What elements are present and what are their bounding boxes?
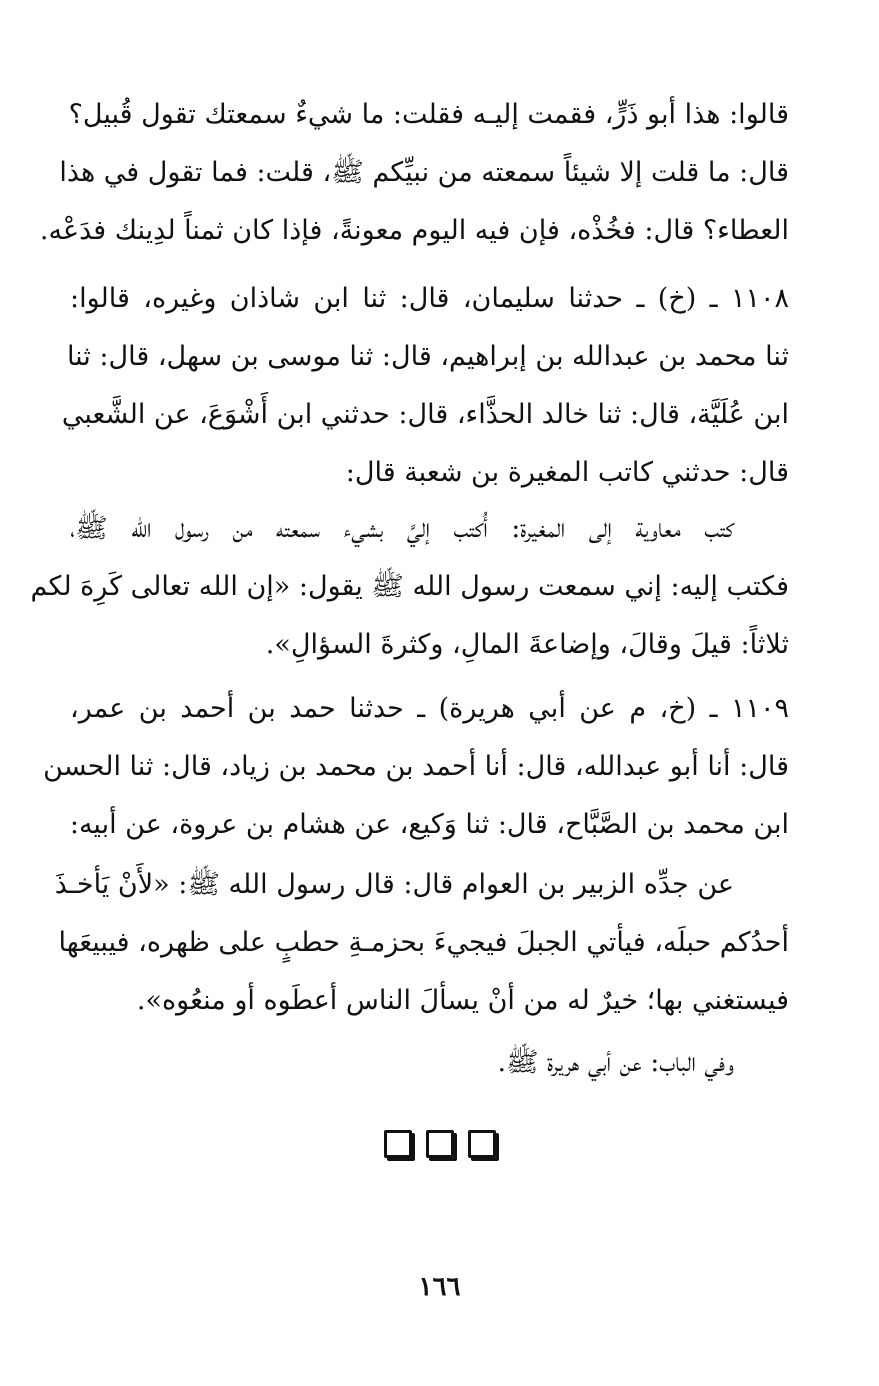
body-text <box>61 270 789 502</box>
hadith-header-line: ١١٠٩ ـ (خ، م عن أبي هريرة) ـ حدثنا حمد بن أحمد بن عمر، <box>70 693 789 724</box>
paragraph <box>30 500 789 674</box>
square-ornament-icon <box>384 1130 412 1158</box>
paragraph <box>61 270 789 502</box>
text-line: عن جدِّه الزبير بن العوام قال: قال رسول الله ﷺ: «لأَنْ يَأخـذَ <box>54 869 734 900</box>
body-text <box>54 856 789 1030</box>
text-line: ابن عُلَيَّة، قال: ثنا خالد الحذَّاء، قال: حدثني ابن أَشْوَعَ، عن الشَّعبي <box>61 399 789 430</box>
section-divider-ornament <box>0 1130 879 1158</box>
hadith-header-line: ١١٠٨ ـ (خ) ـ حدثنا سليمان، قال: ثنا ابن شاذان وغيره، قالوا: <box>70 283 789 314</box>
text-line: كتب معاوية إلى المغيرة: أُكتب إليَّ بشيء سمعته من رسول الله ﷺ، <box>70 513 734 544</box>
text-line: قال: حدثني كاتب المغيرة بن شعبة قال: <box>345 457 789 488</box>
text-line: العطاء؟ قال: فخُذْه، فإن فيه اليوم معونةً، فإذا كان ثمناً لدِينك فدَعْه. <box>39 215 789 246</box>
text-line: قال: ما قلت إلا شيئاً سمعته من نبيِّكم ﷺ، قلت: فما تقول في هذا <box>59 157 789 188</box>
text-line: قالوا: هذا أبو ذَرٍّ، فقمت إليـه فقلت: ما شيءٌ سمعتك تقول قُبيل؟ <box>68 99 789 130</box>
paragraph <box>54 856 789 1030</box>
text-line: ثلاثاً: قيلَ وقالَ، وإضاعةَ المالِ، وكثرةَ السؤالِ». <box>265 629 789 660</box>
paragraph <box>39 86 789 260</box>
text-line: قال: أنا أبو عبدالله، قال: أنا أحمد بن محمد بن زياد، قال: ثنا الحسن <box>43 751 789 782</box>
body-text <box>30 500 789 674</box>
body-text <box>39 86 789 260</box>
text-line: أحدُكم حبلَه، فيأتي الجبلَ فيجيءَ بحزمـةِ حطبٍ على ظهره، فيبيعَها <box>58 927 789 958</box>
square-ornament-icon <box>468 1130 496 1158</box>
text-line: فكتب إليه: إني سمعت رسول الله ﷺ يقول: «إن الله تعالى كَرِهَ لكم <box>30 571 789 602</box>
text-line: ثنا محمد بن عبدالله بن إبراهيم، قال: ثنا موسى بن سهل، قال: ثنا <box>66 341 789 372</box>
page-number: ١٦٦ <box>418 1272 461 1302</box>
paragraph <box>43 680 789 854</box>
paragraph <box>70 1034 789 1092</box>
text-line: ابن محمد بن الصَّبَّاح، قال: ثنا وَكيع، عن هشام بن عروة، عن أبيه: <box>69 809 789 840</box>
text-line: وفي الباب: عن أبي هريرة ﷺ. <box>497 1047 734 1078</box>
body-text <box>43 680 789 854</box>
square-ornament-icon <box>426 1130 454 1158</box>
body-text <box>70 1034 789 1092</box>
text-line: فيستغني بها؛ خيرٌ له من أنْ يسألَ الناس أعطَوه أو منعُوه». <box>136 985 789 1016</box>
